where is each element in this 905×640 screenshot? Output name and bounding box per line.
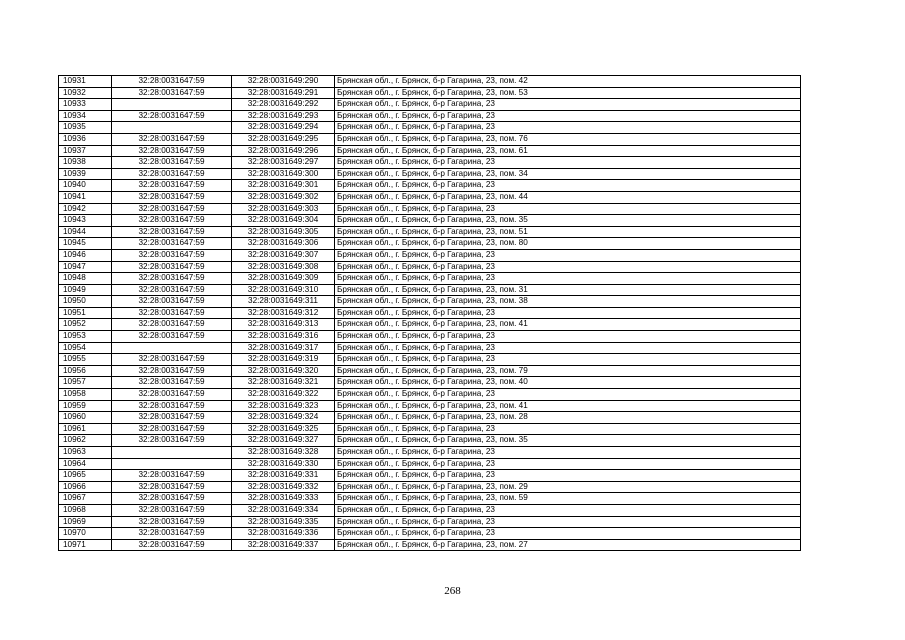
address-cell: Брянская обл., г. Брянск, б-р Гагарина, 23, пом. 61 [335, 145, 801, 157]
address-cell: Брянская обл., г. Брянск, б-р Гагарина, 23 [335, 157, 801, 169]
parent-cadastral-number-cell: 32:28:0031647:59 [112, 76, 232, 88]
record-number-cell: 10951 [59, 307, 112, 319]
cadastral-number-cell: 32:28:0031649:317 [232, 342, 335, 354]
cadastral-number-cell: 32:28:0031649:310 [232, 284, 335, 296]
parent-cadastral-number-cell: 32:28:0031647:59 [112, 412, 232, 424]
table-row [59, 307, 801, 319]
parent-cadastral-number-cell: 32:28:0031647:59 [112, 539, 232, 551]
parent-cadastral-number-cell: 32:28:0031647:59 [112, 528, 232, 540]
cadastral-number-cell: 32:28:0031649:306 [232, 238, 335, 250]
record-number-cell: 10966 [59, 481, 112, 493]
cadastral-number-cell: 32:28:0031649:335 [232, 516, 335, 528]
address-cell: Брянская обл., г. Брянск, б-р Гагарина, 23 [335, 389, 801, 401]
parent-cadastral-number-cell: 32:28:0031647:59 [112, 307, 232, 319]
cadastral-number-cell: 32:28:0031649:290 [232, 76, 335, 88]
parent-cadastral-number-cell: 32:28:0031647:59 [112, 191, 232, 203]
cadastral-number-cell: 32:28:0031649:309 [232, 273, 335, 285]
address-cell: Брянская обл., г. Брянск, б-р Гагарина, 23 [335, 110, 801, 122]
parent-cadastral-number-cell: 32:28:0031647:59 [112, 504, 232, 516]
record-number-cell: 10948 [59, 273, 112, 285]
table-row [59, 180, 801, 192]
record-number-cell: 10936 [59, 133, 112, 145]
table-row [59, 296, 801, 308]
cadastral-number-cell: 32:28:0031649:333 [232, 493, 335, 505]
parent-cadastral-number-cell: 32:28:0031647:59 [112, 284, 232, 296]
page-number: 268 [444, 585, 461, 597]
table-row [59, 226, 801, 238]
record-number-cell: 10954 [59, 342, 112, 354]
parent-cadastral-number-cell: 32:28:0031647:59 [112, 389, 232, 401]
record-number-cell: 10955 [59, 354, 112, 366]
cadastral-number-cell: 32:28:0031649:323 [232, 400, 335, 412]
parent-cadastral-number-cell: 32:28:0031647:59 [112, 180, 232, 192]
table-row [59, 354, 801, 366]
cadastral-number-cell: 32:28:0031649:305 [232, 226, 335, 238]
address-cell: Брянская обл., г. Брянск, б-р Гагарина, 23 [335, 458, 801, 470]
cadastral-number-cell: 32:28:0031649:307 [232, 249, 335, 261]
cadastral-number-cell: 32:28:0031649:320 [232, 365, 335, 377]
address-cell: Брянская обл., г. Брянск, б-р Гагарина, 23, пом. 53 [335, 87, 801, 99]
cadastral-number-cell: 32:28:0031649:330 [232, 458, 335, 470]
address-cell: Брянская обл., г. Брянск, б-р Гагарина, 23, пом. 80 [335, 238, 801, 250]
record-number-cell: 10942 [59, 203, 112, 215]
address-cell: Брянская обл., г. Брянск, б-р Гагарина, 23, пом. 31 [335, 284, 801, 296]
address-cell: Брянская обл., г. Брянск, б-р Гагарина, 23 [335, 273, 801, 285]
address-cell: Брянская обл., г. Брянск, б-р Гагарина, 23, пом. 41 [335, 400, 801, 412]
address-cell: Брянская обл., г. Брянск, б-р Гагарина, 23 [335, 342, 801, 354]
address-cell: Брянская обл., г. Брянск, б-р Гагарина, 23, пом. 42 [335, 76, 801, 88]
cadastral-number-cell: 32:28:0031649:304 [232, 215, 335, 227]
parent-cadastral-number-cell: 32:28:0031647:59 [112, 215, 232, 227]
cadastral-number-cell: 32:28:0031649:331 [232, 470, 335, 482]
parent-cadastral-number-cell: 32:28:0031647:59 [112, 331, 232, 343]
cadastral-number-cell: 32:28:0031649:325 [232, 423, 335, 435]
table-row [59, 365, 801, 377]
cadastral-number-cell: 32:28:0031649:308 [232, 261, 335, 273]
table-row [59, 168, 801, 180]
address-cell: Брянская обл., г. Брянск, б-р Гагарина, 23, пом. 76 [335, 133, 801, 145]
table-row [59, 191, 801, 203]
table-row [59, 400, 801, 412]
record-number-cell: 10940 [59, 180, 112, 192]
cadastral-number-cell: 32:28:0031649:292 [232, 99, 335, 111]
record-number-cell: 10962 [59, 435, 112, 447]
table-row [59, 389, 801, 401]
table-row [59, 470, 801, 482]
parent-cadastral-number-cell: 32:28:0031647:59 [112, 168, 232, 180]
cadastral-number-cell: 32:28:0031649:293 [232, 110, 335, 122]
address-cell: Брянская обл., г. Брянск, б-р Гагарина, 23 [335, 122, 801, 134]
parent-cadastral-number-cell [112, 447, 232, 459]
cadastral-number-cell: 32:28:0031649:311 [232, 296, 335, 308]
cadastral-number-cell: 32:28:0031649:302 [232, 191, 335, 203]
address-cell: Брянская обл., г. Брянск, б-р Гагарина, 23, пом. 44 [335, 191, 801, 203]
parent-cadastral-number-cell: 32:28:0031647:59 [112, 87, 232, 99]
address-cell: Брянская обл., г. Брянск, б-р Гагарина, 23 [335, 307, 801, 319]
cadastral-number-cell: 32:28:0031649:296 [232, 145, 335, 157]
address-cell: Брянская обл., г. Брянск, б-р Гагарина, 23 [335, 203, 801, 215]
record-number-cell: 10956 [59, 365, 112, 377]
record-number-cell: 10965 [59, 470, 112, 482]
table-row [59, 539, 801, 551]
address-cell: Брянская обл., г. Брянск, б-р Гагарина, 23 [335, 447, 801, 459]
table-row [59, 76, 801, 88]
address-cell: Брянская обл., г. Брянск, б-р Гагарина, 23 [335, 180, 801, 192]
cadastral-number-cell: 32:28:0031649:332 [232, 481, 335, 493]
record-number-cell: 10945 [59, 238, 112, 250]
table-row [59, 99, 801, 111]
record-number-cell: 10961 [59, 423, 112, 435]
cadastral-number-cell: 32:28:0031649:328 [232, 447, 335, 459]
address-cell: Брянская обл., г. Брянск, б-р Гагарина, 23, пом. 28 [335, 412, 801, 424]
parent-cadastral-number-cell [112, 458, 232, 470]
parent-cadastral-number-cell: 32:28:0031647:59 [112, 249, 232, 261]
record-number-cell: 10953 [59, 331, 112, 343]
table-row [59, 458, 801, 470]
address-cell: Брянская обл., г. Брянск, б-р Гагарина, 23, пом. 35 [335, 215, 801, 227]
parent-cadastral-number-cell: 32:28:0031647:59 [112, 319, 232, 331]
cadastral-number-cell: 32:28:0031649:324 [232, 412, 335, 424]
parent-cadastral-number-cell: 32:28:0031647:59 [112, 365, 232, 377]
cadastral-number-cell: 32:28:0031649:291 [232, 87, 335, 99]
parent-cadastral-number-cell: 32:28:0031647:59 [112, 110, 232, 122]
table-row [59, 157, 801, 169]
table-row [59, 284, 801, 296]
parent-cadastral-number-cell: 32:28:0031647:59 [112, 354, 232, 366]
record-number-cell: 10932 [59, 87, 112, 99]
table-row [59, 377, 801, 389]
registry-table [58, 75, 801, 551]
parent-cadastral-number-cell: 32:28:0031647:59 [112, 377, 232, 389]
cadastral-number-cell: 32:28:0031649:321 [232, 377, 335, 389]
parent-cadastral-number-cell: 32:28:0031647:59 [112, 261, 232, 273]
cadastral-number-cell: 32:28:0031649:313 [232, 319, 335, 331]
table-row [59, 238, 801, 250]
parent-cadastral-number-cell: 32:28:0031647:59 [112, 226, 232, 238]
record-number-cell: 10963 [59, 447, 112, 459]
record-number-cell: 10967 [59, 493, 112, 505]
table-row [59, 342, 801, 354]
parent-cadastral-number-cell: 32:28:0031647:59 [112, 203, 232, 215]
address-cell: Брянская обл., г. Брянск, б-р Гагарина, 23, пом. 35 [335, 435, 801, 447]
cadastral-number-cell: 32:28:0031649:294 [232, 122, 335, 134]
record-number-cell: 10969 [59, 516, 112, 528]
record-number-cell: 10950 [59, 296, 112, 308]
address-cell: Брянская обл., г. Брянск, б-р Гагарина, 23 [335, 423, 801, 435]
parent-cadastral-number-cell: 32:28:0031647:59 [112, 423, 232, 435]
table-row [59, 122, 801, 134]
record-number-cell: 10939 [59, 168, 112, 180]
record-number-cell: 10931 [59, 76, 112, 88]
record-number-cell: 10960 [59, 412, 112, 424]
record-number-cell: 10952 [59, 319, 112, 331]
record-number-cell: 10971 [59, 539, 112, 551]
cadastral-number-cell: 32:28:0031649:301 [232, 180, 335, 192]
cadastral-number-cell: 32:28:0031649:316 [232, 331, 335, 343]
table-row [59, 145, 801, 157]
table-row [59, 110, 801, 122]
record-number-cell: 10959 [59, 400, 112, 412]
cadastral-number-cell: 32:28:0031649:327 [232, 435, 335, 447]
address-cell: Брянская обл., г. Брянск, б-р Гагарина, 23, пом. 79 [335, 365, 801, 377]
table-row [59, 215, 801, 227]
parent-cadastral-number-cell: 32:28:0031647:59 [112, 157, 232, 169]
address-cell: Брянская обл., г. Брянск, б-р Гагарина, 23 [335, 470, 801, 482]
record-number-cell: 10937 [59, 145, 112, 157]
record-number-cell: 10968 [59, 504, 112, 516]
cadastral-number-cell: 32:28:0031649:322 [232, 389, 335, 401]
table-row [59, 435, 801, 447]
parent-cadastral-number-cell: 32:28:0031647:59 [112, 516, 232, 528]
parent-cadastral-number-cell [112, 99, 232, 111]
cadastral-number-cell: 32:28:0031649:337 [232, 539, 335, 551]
address-cell: Брянская обл., г. Брянск, б-р Гагарина, 23, пом. 51 [335, 226, 801, 238]
record-number-cell: 10944 [59, 226, 112, 238]
parent-cadastral-number-cell [112, 122, 232, 134]
parent-cadastral-number-cell: 32:28:0031647:59 [112, 400, 232, 412]
record-number-cell: 10958 [59, 389, 112, 401]
table-row [59, 528, 801, 540]
cadastral-number-cell: 32:28:0031649:334 [232, 504, 335, 516]
cadastral-number-cell: 32:28:0031649:312 [232, 307, 335, 319]
parent-cadastral-number-cell: 32:28:0031647:59 [112, 145, 232, 157]
record-number-cell: 10964 [59, 458, 112, 470]
table-row [59, 133, 801, 145]
record-number-cell: 10933 [59, 99, 112, 111]
address-cell: Брянская обл., г. Брянск, б-р Гагарина, 23 [335, 516, 801, 528]
address-cell: Брянская обл., г. Брянск, б-р Гагарина, 23 [335, 528, 801, 540]
address-cell: Брянская обл., г. Брянск, б-р Гагарина, 23 [335, 99, 801, 111]
table-row [59, 493, 801, 505]
record-number-cell: 10970 [59, 528, 112, 540]
table-row [59, 319, 801, 331]
cadastral-number-cell: 32:28:0031649:336 [232, 528, 335, 540]
address-cell: Брянская обл., г. Брянск, б-р Гагарина, 23 [335, 331, 801, 343]
parent-cadastral-number-cell: 32:28:0031647:59 [112, 470, 232, 482]
address-cell: Брянская обл., г. Брянск, б-р Гагарина, 23 [335, 504, 801, 516]
address-cell: Брянская обл., г. Брянск, б-р Гагарина, 23, пом. 38 [335, 296, 801, 308]
cadastral-number-cell: 32:28:0031649:303 [232, 203, 335, 215]
parent-cadastral-number-cell [112, 342, 232, 354]
address-cell: Брянская обл., г. Брянск, б-р Гагарина, 23, пом. 59 [335, 493, 801, 505]
address-cell: Брянская обл., г. Брянск, б-р Гагарина, 23 [335, 354, 801, 366]
record-number-cell: 10947 [59, 261, 112, 273]
parent-cadastral-number-cell: 32:28:0031647:59 [112, 435, 232, 447]
table-row [59, 249, 801, 261]
parent-cadastral-number-cell: 32:28:0031647:59 [112, 133, 232, 145]
table-row [59, 87, 801, 99]
parent-cadastral-number-cell: 32:28:0031647:59 [112, 273, 232, 285]
table-row [59, 504, 801, 516]
table-row [59, 423, 801, 435]
table-row [59, 331, 801, 343]
record-number-cell: 10935 [59, 122, 112, 134]
parent-cadastral-number-cell: 32:28:0031647:59 [112, 238, 232, 250]
record-number-cell: 10957 [59, 377, 112, 389]
address-cell: Брянская обл., г. Брянск, б-р Гагарина, 23 [335, 249, 801, 261]
address-cell: Брянская обл., г. Брянск, б-р Гагарина, 23, пом. 41 [335, 319, 801, 331]
table-row [59, 447, 801, 459]
address-cell: Брянская обл., г. Брянск, б-р Гагарина, 23, пом. 29 [335, 481, 801, 493]
record-number-cell: 10934 [59, 110, 112, 122]
registry-table-body [59, 76, 801, 551]
cadastral-number-cell: 32:28:0031649:319 [232, 354, 335, 366]
address-cell: Брянская обл., г. Брянск, б-р Гагарина, 23, пом. 27 [335, 539, 801, 551]
record-number-cell: 10949 [59, 284, 112, 296]
record-number-cell: 10941 [59, 191, 112, 203]
table-row [59, 273, 801, 285]
record-number-cell: 10946 [59, 249, 112, 261]
parent-cadastral-number-cell: 32:28:0031647:59 [112, 296, 232, 308]
parent-cadastral-number-cell: 32:28:0031647:59 [112, 493, 232, 505]
cadastral-number-cell: 32:28:0031649:295 [232, 133, 335, 145]
table-row [59, 261, 801, 273]
address-cell: Брянская обл., г. Брянск, б-р Гагарина, 23, пом. 34 [335, 168, 801, 180]
address-cell: Брянская обл., г. Брянск, б-р Гагарина, 23, пом. 40 [335, 377, 801, 389]
table-row [59, 481, 801, 493]
parent-cadastral-number-cell: 32:28:0031647:59 [112, 481, 232, 493]
address-cell: Брянская обл., г. Брянск, б-р Гагарина, 23 [335, 261, 801, 273]
record-number-cell: 10938 [59, 157, 112, 169]
table-row [59, 516, 801, 528]
table-row [59, 203, 801, 215]
cadastral-number-cell: 32:28:0031649:297 [232, 157, 335, 169]
cadastral-number-cell: 32:28:0031649:300 [232, 168, 335, 180]
record-number-cell: 10943 [59, 215, 112, 227]
table-row [59, 412, 801, 424]
